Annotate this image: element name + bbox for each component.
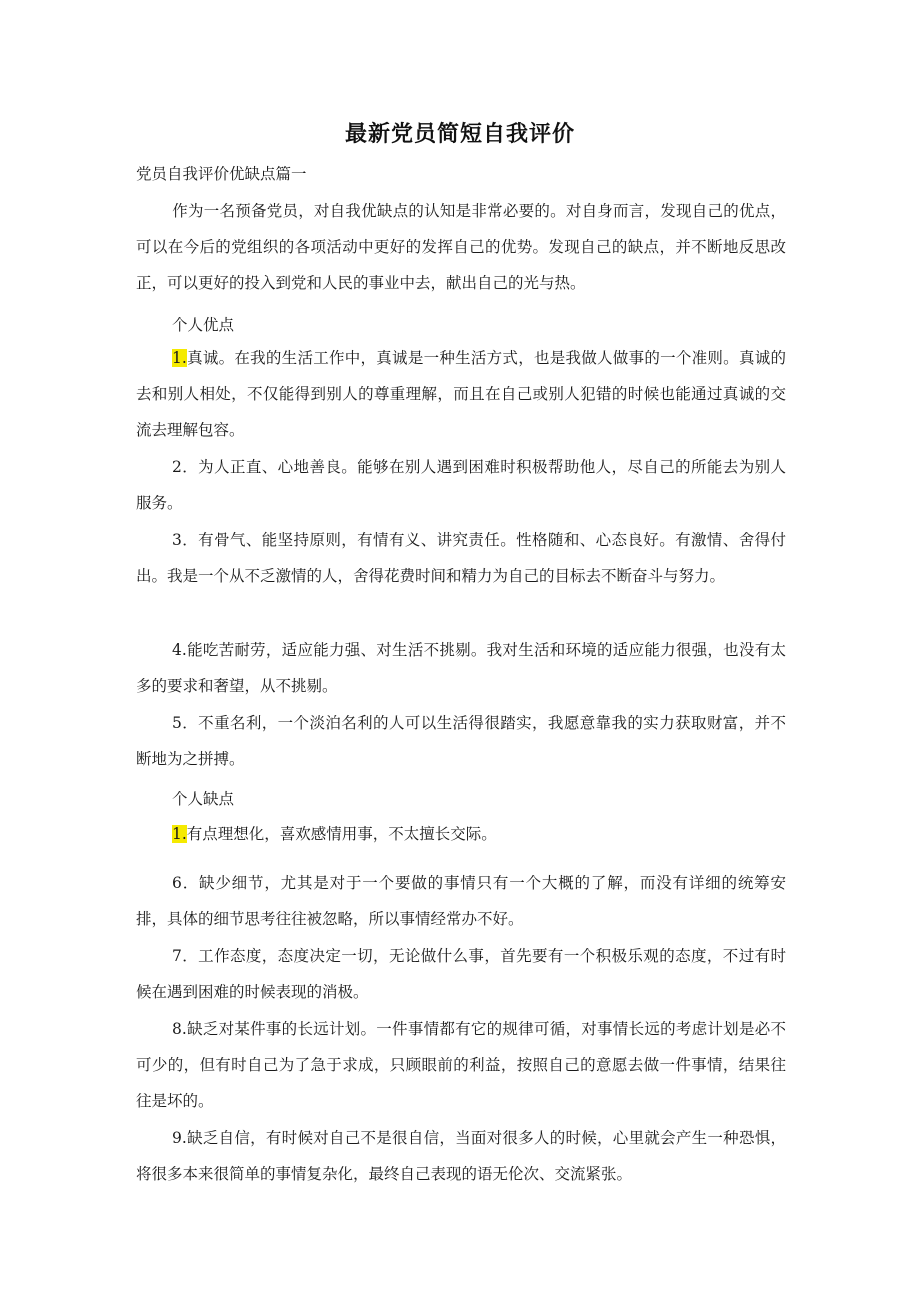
- item-number: 5: [172, 714, 182, 732]
- item-text: .能吃苦耐劳，适应能力强、对生活不挑剔。我对生活和环境的适应能力很强，也没有太多的要求和奢望，从不挑剔。: [136, 641, 786, 695]
- item-text: 缺乏自信，有时候对自己不是很自信，当面对很多人的时候，心里就会产生一种恐惧，将很多本来很简单的事情复杂化，最终自己表现的语无伦次、交流紧张。: [136, 1129, 786, 1183]
- weaknesses-heading: 个人缺点: [172, 790, 235, 808]
- item-number: 8: [172, 1020, 182, 1038]
- item-text: ．不重名利，一个淡泊名利的人可以生活得很踏实，我愿意靠我的实力获取财富，并不断地为之拼搏。: [136, 714, 786, 768]
- item-number: 3: [172, 531, 182, 549]
- item-text: ．有骨气、能坚持原则，有情有义、讲究责任。性格随和、心态良好。有激情、舍得付出。我是一个从不乏激情的人，舍得花费时间和精力为自己的目标去不断奋斗与努力。: [136, 531, 786, 585]
- strength-item: [136, 522, 786, 594]
- intro-paragraph: [136, 193, 786, 301]
- item-number: 2: [172, 458, 182, 476]
- item-text: .缺乏对某件事的长远计划。一件事情都有它的规律可循，对事情长远的考虑计划是必不可少的，但有时自己为了急于求成，只顾眼前的利益，按照自己的意愿去做一件事情，结果往往是坏的。: [136, 1020, 786, 1110]
- item-number: 7: [172, 947, 182, 965]
- item-text: 真诚。在我的生活工作中，真诚是一种生活方式，也是我做人做事的一个准则。真诚的去和别人相处，不仅能得到别人的尊重理解，而且在自己或别人犯错的时候也能通过真诚的交流去理解包容。: [136, 349, 786, 439]
- item-number: 1.: [172, 825, 187, 843]
- item-text: ．工作态度，态度决定一切，无论做什么事，首先要有一个积极乐观的态度，不过有时候在遇到困难的时候表现的消极。: [136, 947, 786, 1001]
- item-number: 1.: [172, 349, 187, 367]
- item-number: 6: [172, 874, 182, 892]
- intro-text: 作为一名预备党员，对自我优缺点的认知是非常必要的。对自身而言，发现自己的优点，可以在今后的党组织的各项活动中更好的发挥自己的优势。发现自己的缺点，并不断地反思改正，可以更好的投入到党和人民的事业中去，献出自己的光与热。: [136, 202, 786, 292]
- document-title: 最新党员简短自我评价: [344, 122, 575, 147]
- strength-item: [136, 705, 786, 777]
- item-text: ．缺少细节，尤其是对于一个要做的事情只有一个大概的了解，而没有详细的统筹安排，具体的细节思考往往被忽略，所以事情经常办不好。: [136, 874, 786, 928]
- item-text: 有点理想化，喜欢感情用事，不太擅长交际。: [186, 825, 497, 843]
- item-text: ．为人正直、心地善良。能够在别人遇到困难时积极帮助他人，尽自己的所能去为别人服务。: [136, 458, 786, 512]
- weakness-item: [136, 816, 786, 852]
- item-number: 4: [172, 641, 182, 659]
- weakness-item: [136, 1011, 786, 1119]
- weakness-item: [136, 865, 786, 937]
- strength-item: [136, 340, 786, 448]
- section-heading: 党员自我评价优缺点篇一: [136, 165, 307, 183]
- weakness-item: [136, 1120, 786, 1192]
- weakness-item: [136, 938, 786, 1010]
- strength-item: [136, 449, 786, 521]
- strengths-heading: 个人优点: [172, 316, 235, 334]
- strength-item: [136, 632, 786, 704]
- item-number: 9.: [172, 1129, 187, 1147]
